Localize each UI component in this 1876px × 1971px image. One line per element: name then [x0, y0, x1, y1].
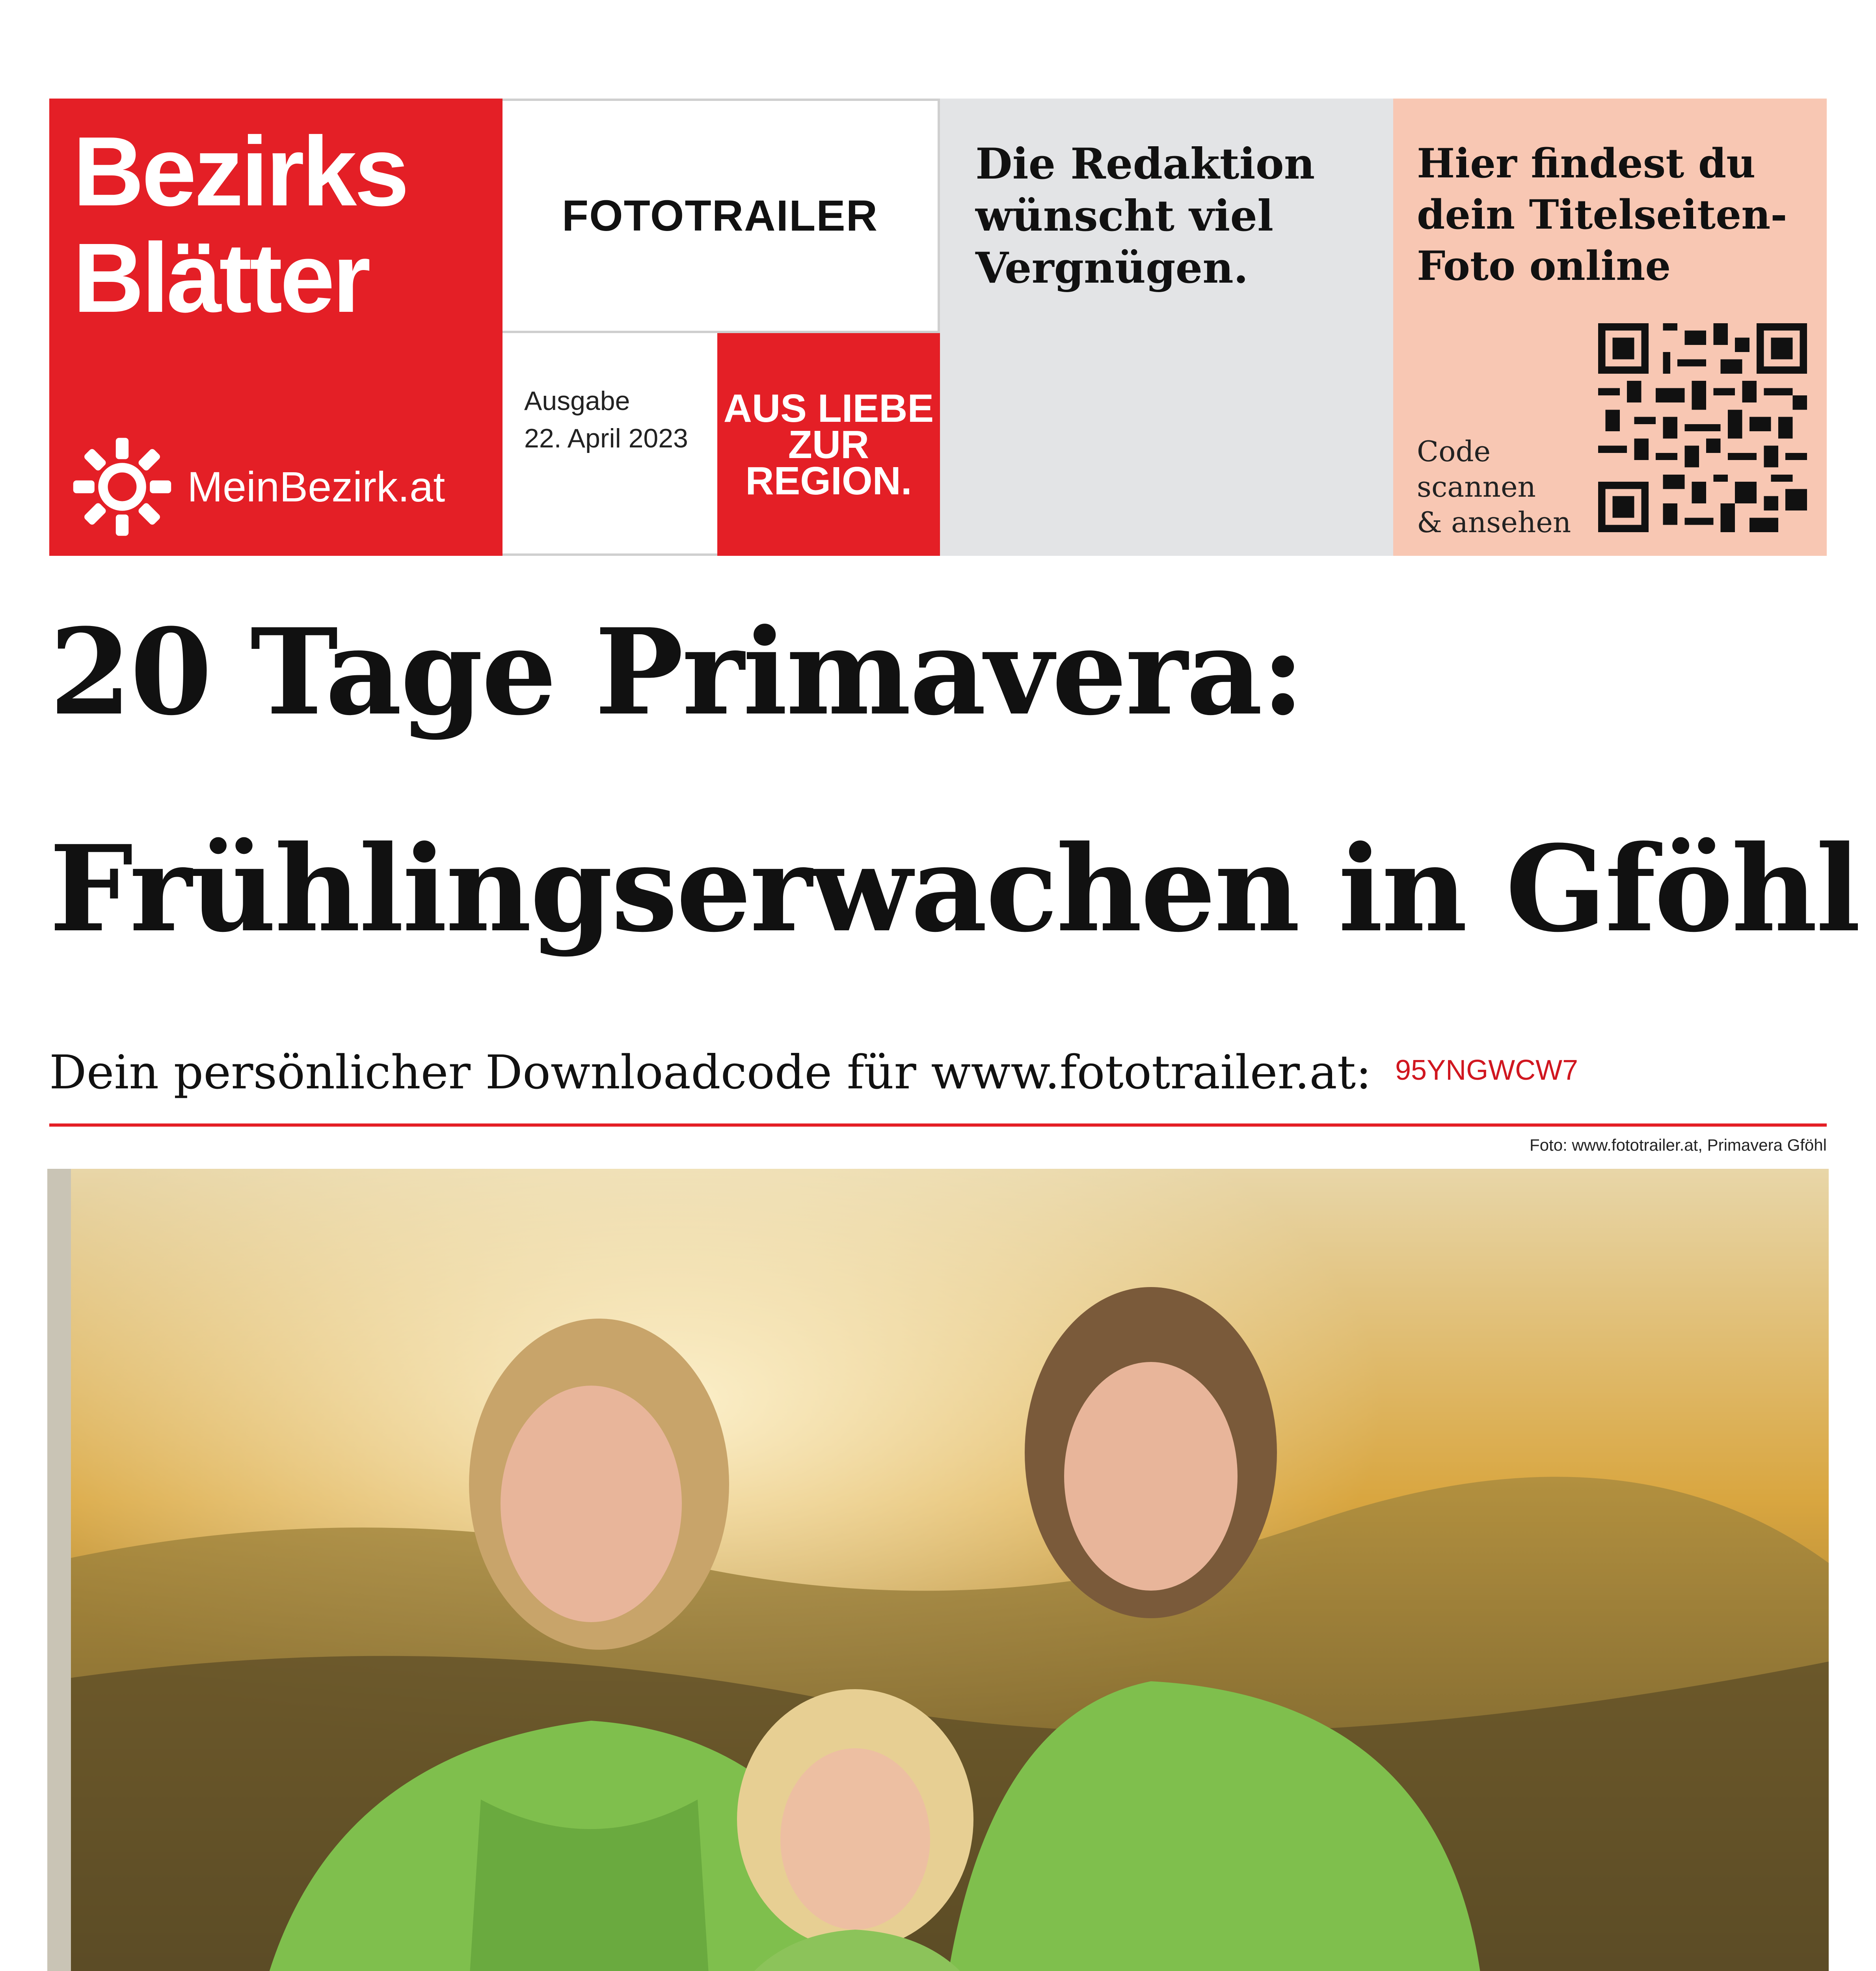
main-photo: [47, 1169, 1829, 1971]
slogan-box: [717, 333, 940, 556]
scan-instruction: [1417, 434, 1571, 540]
download-code-label: Dein persönlicher Downloadcode für www.fototrailer.at:: [49, 1045, 1372, 1099]
greeting-line-3: Vergnügen.: [975, 243, 1249, 293]
scan-line-3: & ansehen: [1417, 506, 1571, 539]
headline-line-1: 20 Tage Primavera:: [49, 602, 1303, 741]
bezirksblaetter-logo[interactable]: [49, 99, 502, 556]
cover-photo-online-box: [1393, 99, 1827, 556]
logo-text-blaetter: Blätter: [73, 223, 368, 333]
issue-info: [502, 333, 717, 556]
qr-code-icon[interactable]: [1598, 323, 1807, 532]
scan-line-1: Code: [1417, 435, 1491, 468]
cover-photo-heading: [1417, 138, 1787, 292]
cover-heading-line-3: Foto online: [1417, 242, 1671, 290]
issue-date: 22. April 2023: [524, 423, 688, 453]
cover-heading-line-1: Hier findest du: [1417, 140, 1756, 187]
headline-line-2: Frühlingserwachen in Gföhl: [49, 819, 1859, 958]
logo-text-bezirks: Bezirks: [73, 116, 407, 226]
greeting-line-2: wünscht viel: [975, 191, 1274, 241]
slogan-line-1: AUS LIEBE: [723, 386, 934, 430]
editorial-greeting: [940, 99, 1393, 556]
download-code[interactable]: 95YNGWCW7: [1395, 1054, 1578, 1086]
slogan-line-3: REGION.: [745, 458, 912, 503]
scan-line-2: scannen: [1417, 470, 1536, 503]
greeting-line-1: Die Redaktion: [975, 139, 1315, 189]
logo-site-name: MeinBezirk.at: [187, 463, 445, 510]
photo-credit: Foto: www.fototrailer.at, Primavera Gföhl: [1530, 1136, 1827, 1154]
meinbezirk-sun-icon: [69, 434, 175, 540]
slogan-line-2: ZUR: [788, 422, 869, 467]
issue-label: Ausgabe: [524, 386, 630, 416]
red-divider: [49, 1123, 1827, 1127]
section-label: FOTOTRAILER: [502, 99, 940, 333]
cover-heading-line-2: dein Titelseiten-: [1417, 191, 1787, 238]
